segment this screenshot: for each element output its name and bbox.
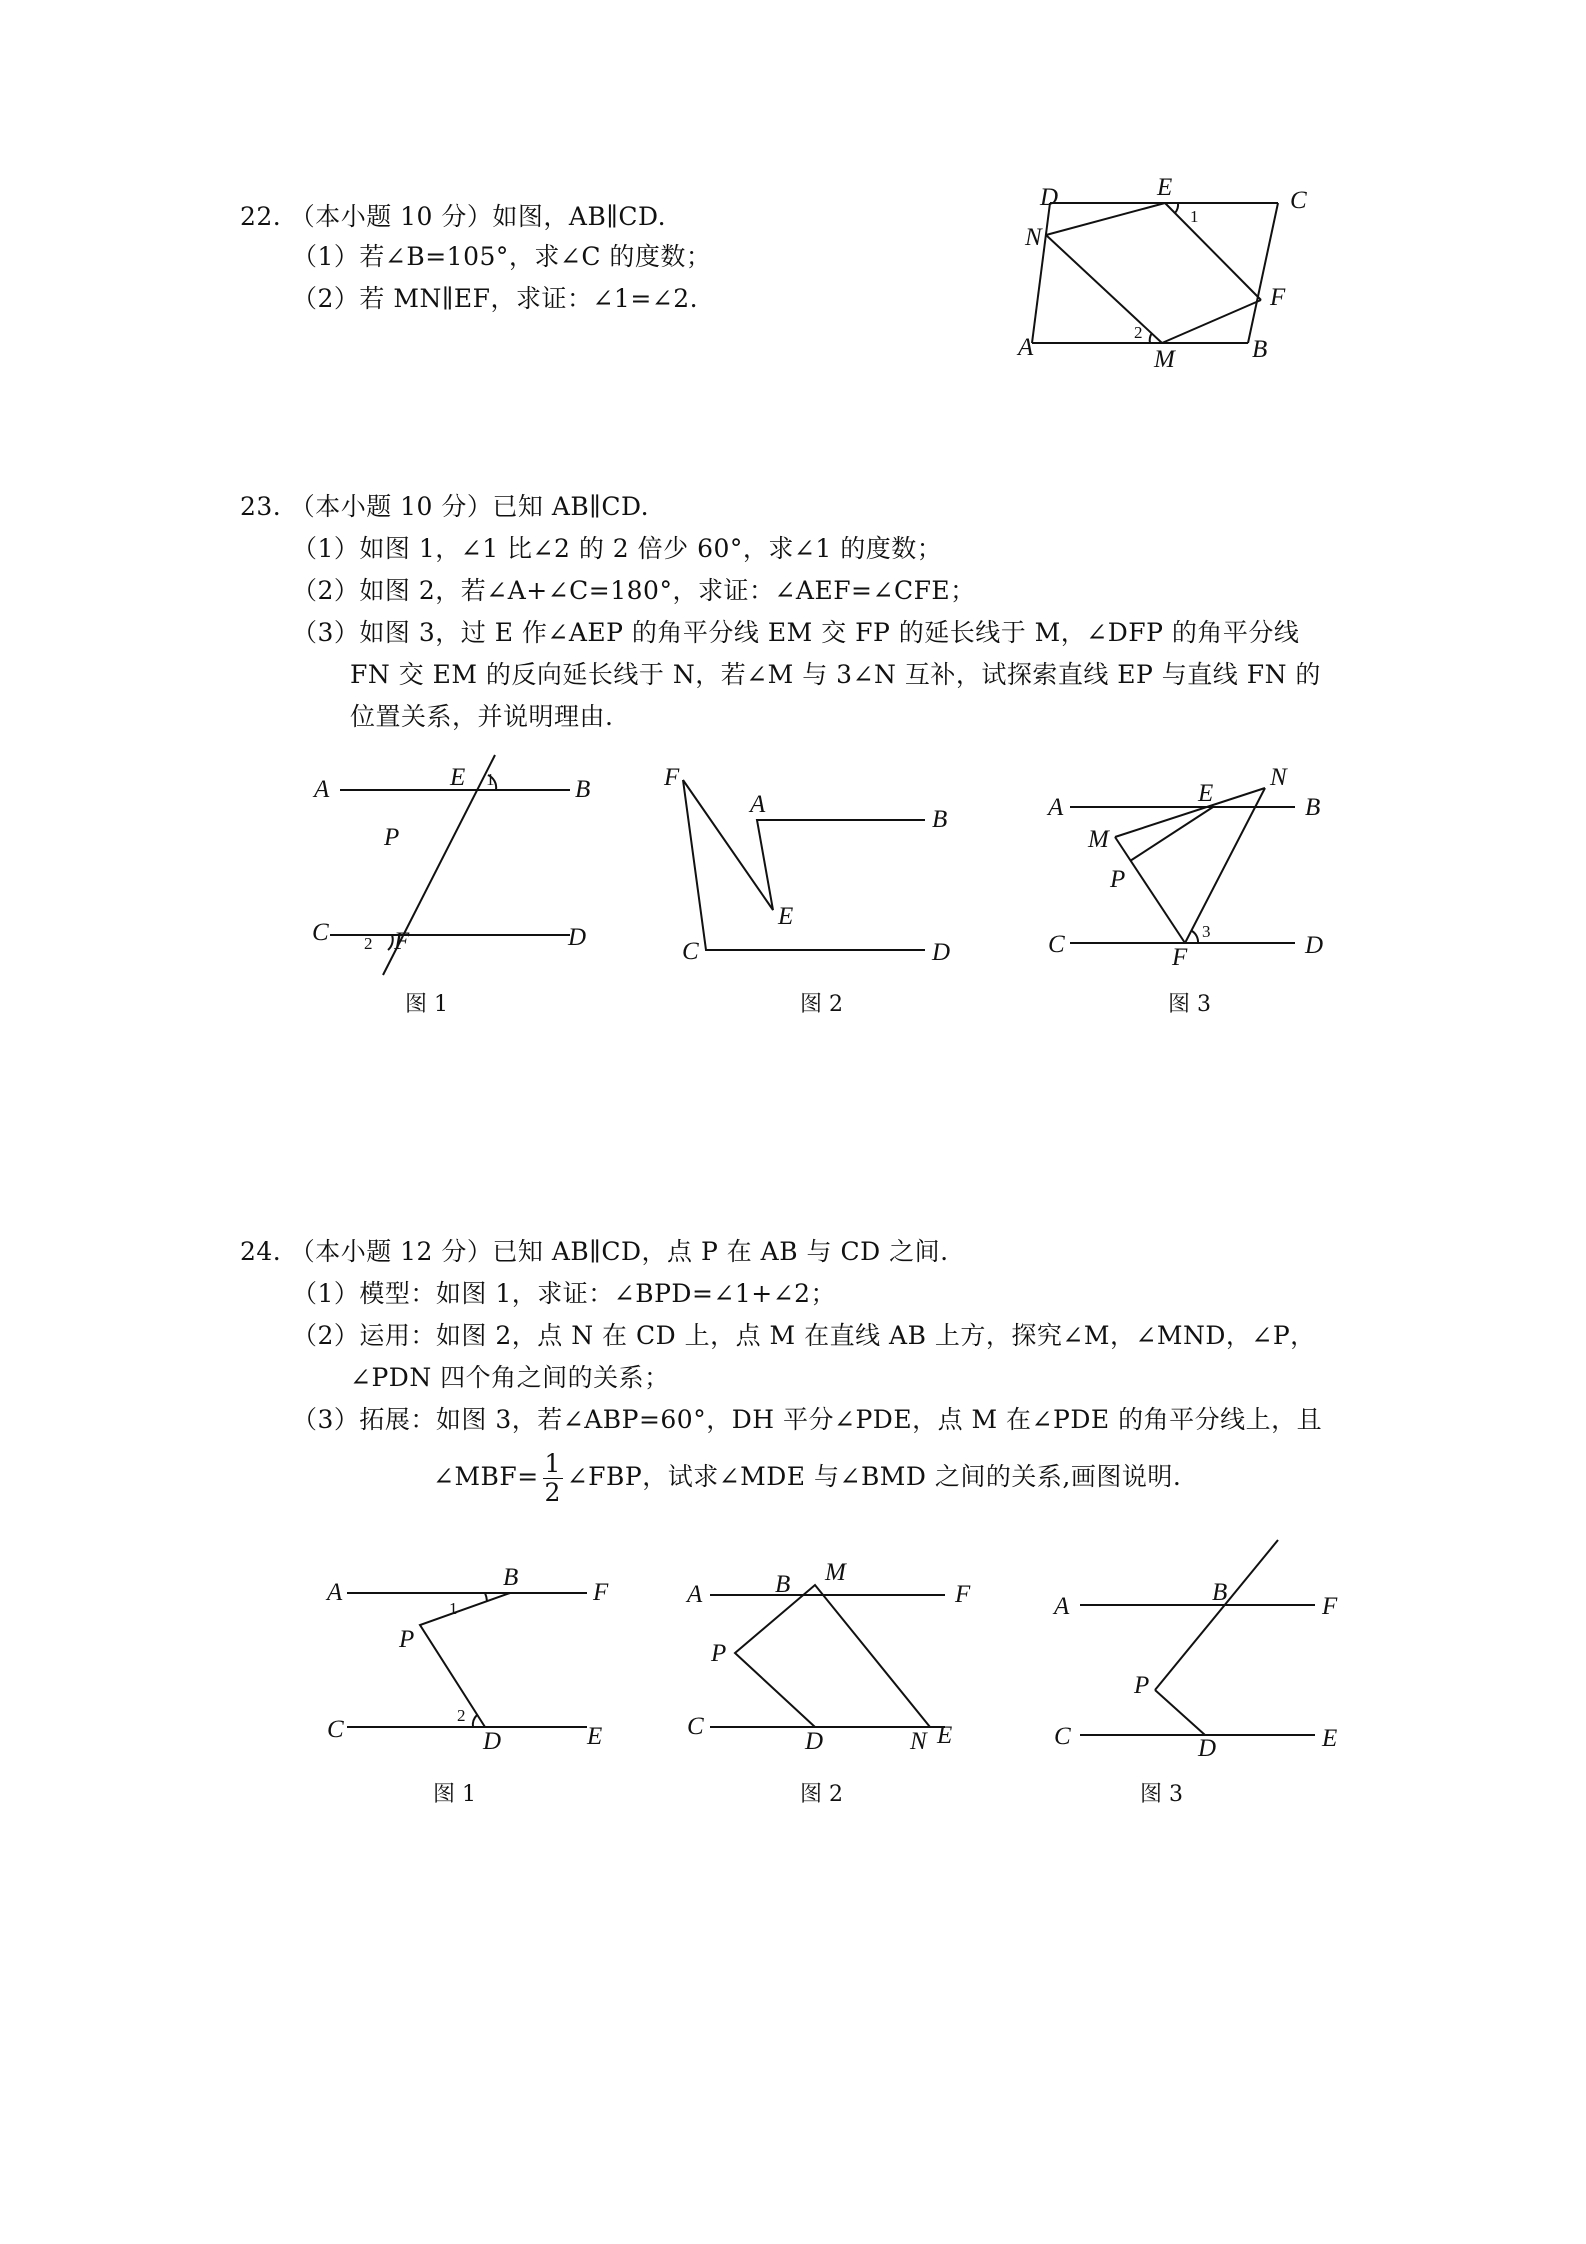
- q22-label-angle1: 1: [1190, 207, 1199, 226]
- q23f1-label-d: D: [568, 924, 587, 951]
- q24-fraction-half: [543, 1450, 563, 1507]
- q24f1-label-a: A: [327, 1579, 343, 1606]
- q24-figure-3-caption: 图 3: [1140, 1782, 1183, 1807]
- q23-part3-line2: FN 交 EM 的反向延长线于 N，若∠M 与 3∠N 互补，试探索直线 EP 与直线 FN 的: [350, 660, 1321, 689]
- q23-figure-2: [650, 755, 980, 980]
- q23f3-label-a: A: [1048, 794, 1064, 821]
- q22-header: 22. （本小题 10 分）如图，AB∥CD.: [240, 202, 667, 231]
- q22-line-mn: [1046, 235, 1162, 343]
- q24f1-angle-1-arc: [485, 1593, 487, 1601]
- q23-header: 23. （本小题 10 分）已知 AB∥CD.: [240, 492, 650, 521]
- q23f3-label-angle3: 3: [1202, 922, 1211, 941]
- q22-label-c: C: [1290, 187, 1307, 214]
- q24f3-label-b: B: [1212, 1579, 1228, 1606]
- q24f3-label-p: P: [1134, 1672, 1150, 1699]
- q23f1-label-angle2: 2: [364, 934, 373, 953]
- q24f1-label-d: D: [483, 1728, 502, 1755]
- q24-part2-line2: ∠PDN 四个角之间的关系；: [350, 1363, 670, 1392]
- q24f2-label-p: P: [711, 1640, 727, 1667]
- q23f2-label-d: D: [932, 939, 951, 966]
- q23f3-label-b: B: [1305, 794, 1321, 821]
- q24f1-label-p: P: [399, 1626, 415, 1653]
- q24f3-label-d: D: [1198, 1735, 1217, 1762]
- q24f2-label-c: C: [687, 1713, 704, 1740]
- q24f3-label-a: A: [1054, 1593, 1070, 1620]
- q24f1-label-b: B: [503, 1564, 519, 1591]
- q22-angle-2-arc: [1150, 333, 1152, 343]
- q23f2-label-f: F: [664, 764, 680, 791]
- q24-part2-line1: （2）运用：如图 2，点 N 在 CD 上，点 M 在直线 AB 上方，探究∠M，∠MND，∠P，: [292, 1321, 1316, 1350]
- q24-figure-2: [675, 1545, 995, 1770]
- q22-figure: [1010, 175, 1330, 375]
- q24f3-line-pd: [1155, 1690, 1205, 1735]
- q23f3-label-p: P: [1110, 866, 1126, 893]
- q24f2-label-m: M: [825, 1559, 846, 1586]
- q23-figure-1-caption: 图 1: [405, 992, 448, 1017]
- q23f1-label-e: E: [450, 764, 466, 791]
- q24-figure-1: [315, 1555, 635, 1770]
- q23f2-label-c: C: [682, 938, 699, 965]
- q24f1-label-e: E: [587, 1723, 603, 1750]
- q24f2-label-b: B: [775, 1571, 791, 1598]
- q24f3-ray-pb: [1155, 1540, 1278, 1690]
- q22-label-n: N: [1025, 224, 1042, 251]
- q24-header: 24. （本小题 12 分）已知 AB∥CD，点 P 在 AB 与 CD 之间.: [240, 1237, 949, 1266]
- q23f3-angle-3-arc: [1192, 931, 1198, 943]
- q24-fraction-numerator: 1: [544, 1449, 561, 1478]
- q24f3-label-e: E: [1322, 1725, 1338, 1752]
- q23f3-line-pe: [1130, 807, 1213, 861]
- q24f1-angle-2-arc: [473, 1715, 477, 1727]
- q23f1-label-b: B: [575, 776, 591, 803]
- q23f1-label-a: A: [314, 776, 330, 803]
- q23f2-label-a: A: [750, 791, 766, 818]
- q23-part3-line3: 位置关系，并说明理由.: [350, 702, 614, 731]
- q24f2-label-f: F: [955, 1581, 971, 1608]
- q22-label-angle2: 2: [1134, 323, 1143, 342]
- q23f3-label-c: C: [1048, 931, 1065, 958]
- q24-figure-3: [1040, 1530, 1360, 1770]
- q23-figure-3: [1030, 755, 1350, 980]
- q24f2-label-a: A: [687, 1581, 703, 1608]
- q22-label-d: D: [1040, 184, 1059, 211]
- q22-line-fm: [1162, 300, 1261, 343]
- q23-part2: （2）如图 2，若∠A+∠C=180°，求证：∠AEF=∠CFE；: [292, 576, 976, 605]
- q23-part1: （1）如图 1，∠1 比∠2 的 2 倍少 60°，求∠1 的度数；: [292, 534, 943, 563]
- q23f3-label-n: N: [1270, 764, 1287, 791]
- q24-figure-2-caption: 图 2: [800, 1782, 843, 1807]
- q22-line-ef: [1165, 203, 1261, 300]
- q24-part1: （1）模型：如图 1，求证：∠BPD=∠1+∠2；: [292, 1279, 837, 1308]
- q22-part2: （2）若 MN∥EF，求证：∠1=∠2.: [292, 284, 699, 313]
- q23-part3-line1: （3）如图 3，过 E 作∠AEP 的角平分线 EM 交 FP 的延长线于 M，∠DFP 的角平分线: [292, 618, 1300, 647]
- q23f1-label-c: C: [312, 919, 329, 946]
- q23f1-label-p: P: [384, 824, 400, 851]
- q22-label-e: E: [1157, 174, 1173, 201]
- q22-angle-1-arc: [1175, 203, 1178, 213]
- q23f2-label-e: E: [778, 903, 794, 930]
- q23-figure-2-caption: 图 2: [800, 992, 843, 1017]
- q24-figure-1-caption: 图 1: [433, 1782, 476, 1807]
- q24f1-label-angle2: 2: [457, 1706, 466, 1725]
- q23f1-angle-2-arc: [388, 935, 393, 950]
- q23f2-path-fcd: [683, 780, 925, 950]
- q23f3-label-f: F: [1172, 944, 1188, 971]
- q23f1-label-f: F: [394, 928, 410, 955]
- q24f3-label-f: F: [1322, 1593, 1338, 1620]
- q22-label-m: M: [1154, 346, 1175, 373]
- q24f1-label-angle1: 1: [449, 1599, 458, 1618]
- q24f3-label-c: C: [1054, 1723, 1071, 1750]
- q24-fraction-denominator: 2: [544, 1478, 561, 1507]
- q23-figure-3-caption: 图 3: [1168, 992, 1211, 1017]
- q24f1-label-c: C: [327, 1716, 344, 1743]
- q24-part3-line2: [433, 1450, 1181, 1507]
- q22-line-cb: [1248, 203, 1278, 343]
- q22-line-ne: [1046, 203, 1165, 235]
- q24-part3-line2-pre: ∠MBF=: [433, 1462, 539, 1491]
- q22-label-f: F: [1270, 284, 1286, 311]
- q23f1-label-angle1: 1: [486, 770, 495, 789]
- q22-label-b: B: [1252, 336, 1268, 363]
- q23f2-path-feab: [683, 780, 925, 910]
- q23f3-label-e: E: [1198, 780, 1214, 807]
- q22-label-a: A: [1018, 334, 1034, 361]
- q23-figure-1: [300, 745, 620, 980]
- q23f3-label-d: D: [1305, 932, 1324, 959]
- q24f2-label-d: D: [805, 1728, 824, 1755]
- q23f3-label-m: M: [1088, 826, 1109, 853]
- q23f2-label-b: B: [932, 806, 948, 833]
- q22-part1: （1）若∠B=105°，求∠C 的度数；: [292, 242, 712, 271]
- q24f1-label-f: F: [593, 1579, 609, 1606]
- q23f3-line-mf: [1115, 837, 1185, 943]
- q24f2-label-n: N: [910, 1728, 927, 1755]
- q24-part3-line1: （3）拓展：如图 3，若∠ABP=60°，DH 平分∠PDE，点 M 在∠PDE 的角平分线上，且: [292, 1405, 1323, 1434]
- q24f2-path-dpmn: [735, 1585, 930, 1727]
- q24f2-label-e: E: [937, 1722, 953, 1749]
- q24-part3-line2-post: ∠FBP，试求∠MDE 与∠BMD 之间的关系,画图说明.: [566, 1462, 1182, 1491]
